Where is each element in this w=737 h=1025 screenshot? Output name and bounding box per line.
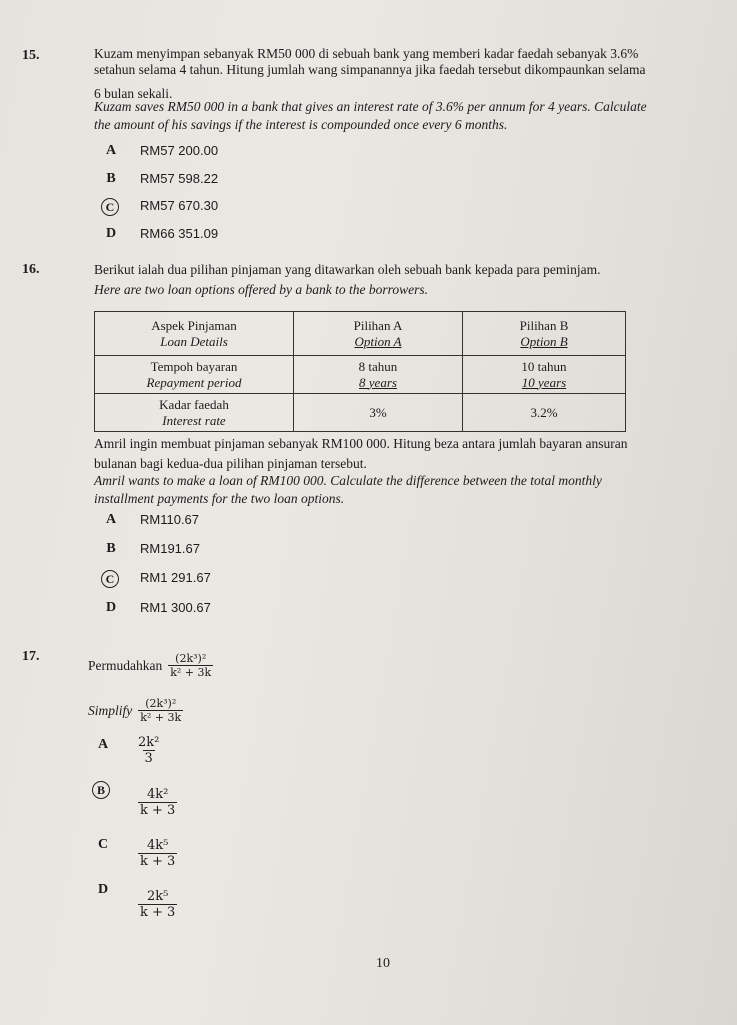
q16-option-c-letter[interactable]: C — [101, 570, 119, 588]
q17-option-b-fraction — [138, 787, 177, 818]
q16-option-b-letter[interactable]: B — [106, 541, 116, 556]
q15-option-d-text: RM66 351.09 — [140, 226, 219, 241]
q15-option-a-letter[interactable]: A — [105, 143, 117, 158]
q16-ms-intro: Berikut ialah dua pilihan pinjaman yang ditawarkan oleh sebuah bank kepada para peminjam. — [94, 262, 601, 277]
q16-option-d-text: RM1 300.67 — [140, 600, 211, 615]
q17-option-c-fraction — [138, 838, 177, 869]
q15-option-c-text: RM57 670.30 — [140, 198, 219, 213]
header-option-b: Pilihan B Option B — [463, 312, 626, 356]
q16-option-a-text: RM110.67 — [140, 512, 200, 527]
q15-option-a-text: RM57 200.00 — [140, 143, 219, 158]
row-repayment-period-b: 10 tahun 10 years — [463, 356, 626, 394]
q15-en-line1: Kuzam saves RM50 000 in a bank that gives an interest rate of 3.6% per annum for 4 years. Calculate — [94, 99, 647, 114]
row-repayment-period-a: 8 tahun 8 years — [294, 356, 463, 394]
q15-ms-line1: Kuzam menyimpan sebanyak RM50 000 di sebuah bank yang memberi kadar faedah sebanyak 3.6% — [94, 46, 639, 61]
q17-ms-prompt: Permudahkan — [88, 657, 163, 673]
q15-option-d-letter[interactable]: D — [105, 226, 117, 241]
q17-ms-expr-num: (2k³)² — [175, 652, 207, 665]
q17-number: 17. — [22, 649, 40, 664]
q16-en-line2: installment payments for the two loan options. — [94, 491, 345, 506]
q17-option-c-num: 4k⁵ — [146, 838, 169, 853]
q17-option-c-den: k + 3 — [140, 854, 176, 869]
q17-option-d-den: k + 3 — [140, 905, 176, 920]
row-interest-rate-a: 3% — [294, 394, 463, 432]
loan-options-table — [94, 311, 626, 432]
row-interest-rate-b: 3.2% — [463, 394, 626, 432]
q17-en-prompt: Simplify — [88, 702, 133, 718]
q17-option-b-num: 4k² — [146, 787, 169, 802]
row-interest-rate-label: Kadar faedah Interest rate — [95, 394, 294, 432]
q17-en-expr-den: k² + 3k — [140, 711, 182, 724]
q17-option-a-fraction — [136, 735, 161, 766]
q17-ms-expr-den: k² + 3k — [170, 666, 212, 679]
q17-ms-prompt-line — [88, 652, 213, 679]
q15-option-b-letter[interactable]: B — [106, 171, 116, 186]
header-loan-details: Aspek Pinjaman Loan Details — [95, 312, 294, 356]
page-number: 10 — [376, 956, 390, 971]
q16-en-intro: Here are two loan options offered by a bank to the borrowers. — [94, 282, 428, 297]
q17-option-b-den: k + 3 — [140, 803, 176, 818]
header-option-a: Pilihan A Option A — [294, 312, 463, 356]
q17-en-expression — [138, 697, 183, 724]
q17-option-a-den: 3 — [144, 751, 153, 766]
table-row — [95, 394, 626, 432]
q16-ms-line2: bulanan bagi kedua-dua pilihan pinjaman tersebut. — [94, 456, 367, 471]
q17-option-b-letter[interactable]: B — [92, 781, 110, 799]
row-repayment-period-label: Tempoh bayaran Repayment period — [95, 356, 294, 394]
q16-number: 16. — [22, 262, 40, 277]
q16-ms-line1: Amril ingin membuat pinjaman sebanyak RM100 000. Hitung beza antara jumlah bayaran ansuran — [94, 436, 628, 451]
q16-option-b-text: RM191.67 — [140, 541, 200, 556]
q15-number: 15. — [22, 48, 40, 63]
table-row — [95, 356, 626, 394]
q15-option-c-letter[interactable]: C — [101, 198, 119, 216]
q17-option-a-letter[interactable]: A — [97, 737, 109, 752]
q16-en-line1: Amril wants to make a loan of RM100 000. Calculate the difference between the total monthly — [94, 473, 602, 488]
q15-option-b-text: RM57 598.22 — [140, 171, 219, 186]
q16-option-d-letter[interactable]: D — [105, 600, 117, 615]
q15-ms-line2: setahun selama 4 tahun. Hitung jumlah wang simpanannya jika faedah tersebut dikompaunkan selama — [94, 62, 646, 77]
q17-option-a-num: 2k² — [138, 735, 160, 750]
q15-en-line2: the amount of his savings if the interest is compounded once every 6 months. — [94, 117, 508, 132]
q17-option-d-fraction — [138, 889, 177, 920]
q17-en-prompt-line — [88, 697, 183, 724]
q17-option-d-letter[interactable]: D — [97, 882, 109, 897]
q17-en-expr-num: (2k³)² — [145, 697, 177, 710]
q17-option-c-letter[interactable]: C — [97, 837, 109, 852]
q15-ms-line3: 6 bulan sekali. — [94, 86, 173, 101]
q16-option-a-letter[interactable]: A — [105, 512, 117, 527]
table-header-row — [95, 312, 626, 356]
q17-option-d-num: 2k⁵ — [146, 889, 169, 904]
q16-option-c-text: RM1 291.67 — [140, 570, 211, 585]
q17-ms-expression — [168, 652, 213, 679]
